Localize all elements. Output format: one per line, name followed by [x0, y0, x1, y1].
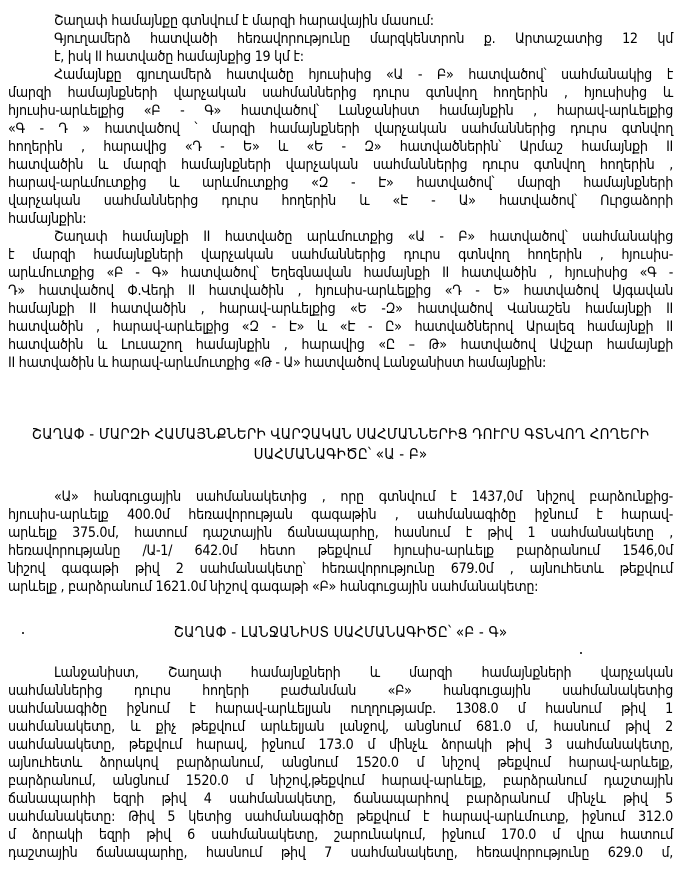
- paragraph-line: հատվածին և Լուսաշող համայնքին , հարավից «Ը – Թ» հատվածով Ավշար համայնքի: [8, 337, 673, 353]
- section-heading-ab-line2: ՍԱՀՄԱՆԱԳԻԾԸ՝ «Ա - Բ»: [253, 445, 428, 463]
- section-bg-line: Լանջանիստ, Շաղափ համայնքների և մարզի համայնքների վարչական: [54, 665, 673, 681]
- section-ab-line: արևելք , բարձրանում 1621.0մ նիշով գագաթի «Բ» հանգուցային սահմանակետը:: [8, 579, 539, 595]
- section-bg-line: ճանապարհի եզրի թիվ 4 սահմանակետը, ճանապարհով բարձրանում մինչև թիվ 5: [8, 791, 673, 807]
- paragraph-line: հողերին , հարավից «Դ - Ե» և «Ե - Զ» հատվածներին՝ Արմաշ համայնքի II: [8, 139, 673, 155]
- paragraph-line: Համայնքը գյուղամերձ հատվածը հյուսիսից «Ա - Բ» հատվածով՝ սահմանակից է: [54, 67, 673, 83]
- paragraph-line: հատվածին , հարավ-արևելքից «Զ - Է» և «Է - Ը» հատվածներով Արալեզ համայնքի II: [8, 319, 673, 335]
- paragraph-line: արևմուտքից «Բ - Գ» հատվածով՝ Եղեգնավան համայնքի II հատվածին , հյուսիսից «Գ -: [8, 265, 673, 281]
- paragraph-line: հատվածին և մարզի համայնքների վարչական սահմաններից դուրս գտնվող հողերին ,: [8, 157, 673, 173]
- paragraph-line: վարչական սահմաններից դուրս հողերին և «Է - Ա» հատվածով՝ Ուրցաձորի: [8, 193, 673, 209]
- paragraph-line: է մարզի համայնքների վարչական սահմաններից դուրս գտնվող հողերին , հյուսիս-: [8, 247, 673, 263]
- section-bg-line: սահմանակետը, և քիչ թեքվում արևելյան լանջով, անցնում 681.0 մ, հասնում թիվ 2: [8, 719, 673, 735]
- section-ab-line: հյուսիս-արևելք 400.0մ հեռավորության գագաթին , սահմանագիծը իջնում է հարավ-: [8, 507, 673, 523]
- paragraph-line: II հատվածին և հարավ-արևմուտքից «Թ - Ա» հատվածով Լանջանիստ համայնքին:: [8, 355, 547, 371]
- paragraph-line: է, իսկ II հատվածը համայնքից 19 կմ է:: [54, 49, 304, 65]
- paragraph-line: «Գ - Դ » հատվածով ՝ մարզի համայնքների վարչական սահմաններից դուրս գտնվող: [8, 121, 673, 137]
- paragraph-line: Շաղափ համայնքը գտնվում է մարզի հարավային մասում:: [54, 13, 434, 29]
- section-bg-line: սահմանակետը, թեքվում հարավ, իջնում 173.0 մ մինչև ձորակի թիվ 3 սահմանակետը,: [8, 737, 673, 753]
- paragraph-line: մարզի համայնքների վարչական սահմաններից դուրս գտնվող հողերին , հյուսիսից և: [8, 85, 673, 101]
- section-bg-line: բարձրանում, անցնում 1520.0 մ նիշով,թեքվում հարավ-արևելք, բարձրանում դաշտային: [8, 773, 673, 789]
- paragraph-line: Դ» հատվածով Փ.Վեդի II հատվածին , հյուսիս-արևելքից «Դ - Ե» հատվածով Այգավան: [8, 283, 673, 299]
- section-bg-line: այնուհետև ձորակով բարձրանում, անցնում 1520.0 մ նիշով թեքվում հարավ-արևելք,: [8, 755, 673, 771]
- scan-speck: [580, 652, 582, 654]
- paragraph-line: Գյուղամերձ հատվածի հեռավորությունը մարզկենտրոն ք. Արտաշատից 12 կմ: [54, 31, 673, 47]
- section-bg-line: սահմանակետը: Թիվ 5 կետից սահմանագիծը թեքվում է հարավ-արևմուտք, իջնում 312.0: [8, 809, 673, 825]
- section-heading-bg: ՇԱՂԱՓ - ԼԱՆՋԱՆԻՍՏ ՍԱՀՄԱՆԱԳԻԾԸ՝ «Բ - Գ»: [173, 623, 508, 641]
- paragraph-line: համայնքին:: [8, 211, 87, 227]
- section-ab-line: «Ա» հանգուցային սահմանակետից , որը գտնվում է 1437,0մ նիշով բարձունքից-: [54, 489, 673, 505]
- paragraph-line: Շաղափ համայնքի II հատվածը արևմուտքից «Ա - Բ» հատվածով՝ սահմանակից: [54, 229, 673, 245]
- section-bg-line: դաշտային ճանապարհը, հասնում թիվ 7 սահմանակետը, հեռավորությունը 629.0 մ,: [8, 845, 673, 861]
- section-ab-line: արևելք 375.0մ, հատում դաշտային ճանապարհը, հասնում է թիվ 1 սահմանակետը ,: [8, 525, 673, 541]
- paragraph-line: հարավ-արևմուտքից և արևմուտքից «Զ - Է» հատվածով՝ մարզի համայնքների: [8, 175, 673, 191]
- section-ab-line: նիշով գագաթի թիվ 2 սահմանակետը՝ հեռավորությունը 679.0մ , այնուհետև թեքվում: [8, 561, 673, 577]
- paragraph-line: համայնքի II հատվածին , հարավ-արևելքից «Ե -Զ» հատվածով Վանաշեն համայնքի II: [8, 301, 673, 317]
- section-bg-line: սահմաններից դուրս հողերի բաժանման «Բ» հանգուցային սահմանակետից: [8, 683, 673, 699]
- section-bg-line: մ ձորակի եզրի թիվ 6 սահմանակետը, շարունակում, իջնում 170.0 մ վրա հատում: [8, 827, 673, 843]
- paragraph-line: հյուսիս-արևելքից «Բ - Գ» հատվածով՝ Լանջանիստ համայնքին , հարավ-արևելքից: [8, 103, 673, 119]
- section-heading-ab-line1: ՇԱՂԱՓ - ՄԱՐԶԻ ՀԱՄԱՅՆՔՆԵՐԻ ՎԱՐՉԱԿԱՆ ՍԱՀՄԱՆՆԵՐԻՑ ԴՈՒՐՍ ԳՏՆՎՈՂ ՀՈՂԵՐԻ: [31, 425, 650, 443]
- section-bg-line: սահմանագիծը իջնում է հարավ-արևելյան ուղղությամբ. 1308.0 մ հասնում թիվ 1: [8, 701, 673, 717]
- section-ab-line: հեռավորությանը /Ա-1/ 642.0մ հետո թեքվում հյուսիս-արևելք բարձրանում 1546,0մ: [8, 543, 673, 559]
